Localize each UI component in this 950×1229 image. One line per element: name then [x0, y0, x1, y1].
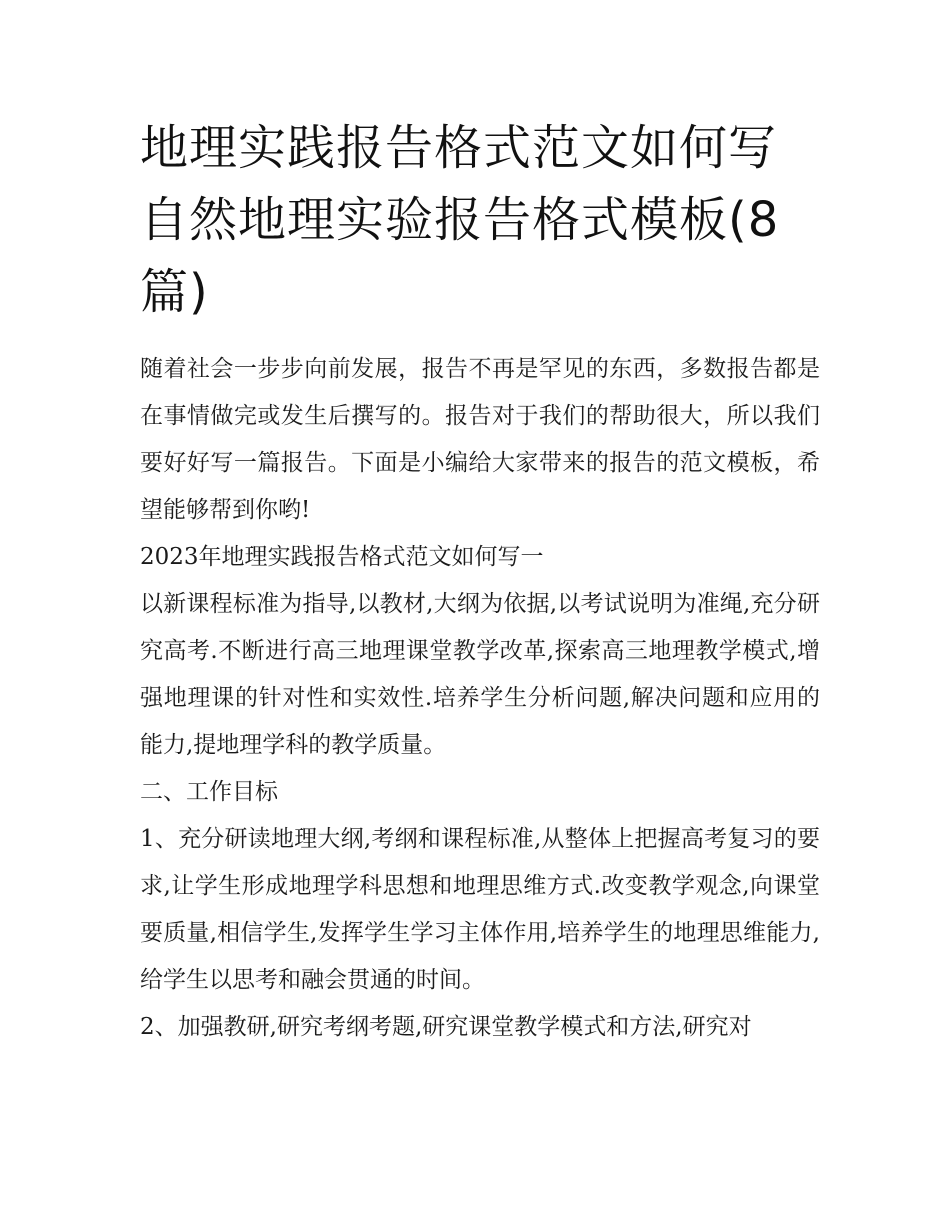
body-paragraph: 1、充分研读地理大纲,考纲和课程标准,从整体上把握高考复习的要求,让学生形成地理学科思想和地理思维方式.改变教学观念,向课堂要质量,相信学生,发挥学生学习主体作用,培养学生的地理思维能力,给学生以思考和融会贯通的时间。: [140, 826, 820, 993]
intro-paragraph: 随着社会一步步向前发展，报告不再是罕见的东西，多数报告都是在事情做完或发生后撰写的。报告对于我们的帮助很大，所以我们要好好写一篇报告。下面是小编给大家带来的报告的范文模板，希望能够帮到你哟!: [140, 356, 820, 523]
body-paragraph: 2、加强教研,研究考纲考题,研究课堂教学模式和方法,研究对: [140, 1014, 752, 1040]
document-page: [140, 112, 820, 1051]
section-heading: 二、工作目标: [140, 779, 278, 805]
body-paragraph: 以新课程标准为指导,以教材,大纲为依据,以考试说明为准绳,充分研究高考.不断进行高三地理课堂教学改革,探索高三地理教学模式,增强地理课的针对性和实效性.培养学生分析问题,解决问题和应用的能力,提地理学科的教学质量。: [140, 591, 820, 758]
section-heading: 2023年地理实践报告格式范文如何写一: [140, 544, 544, 570]
document-title: 地理实践报告格式范文如何写自然地理实验报告格式模板(8篇): [140, 120, 780, 320]
